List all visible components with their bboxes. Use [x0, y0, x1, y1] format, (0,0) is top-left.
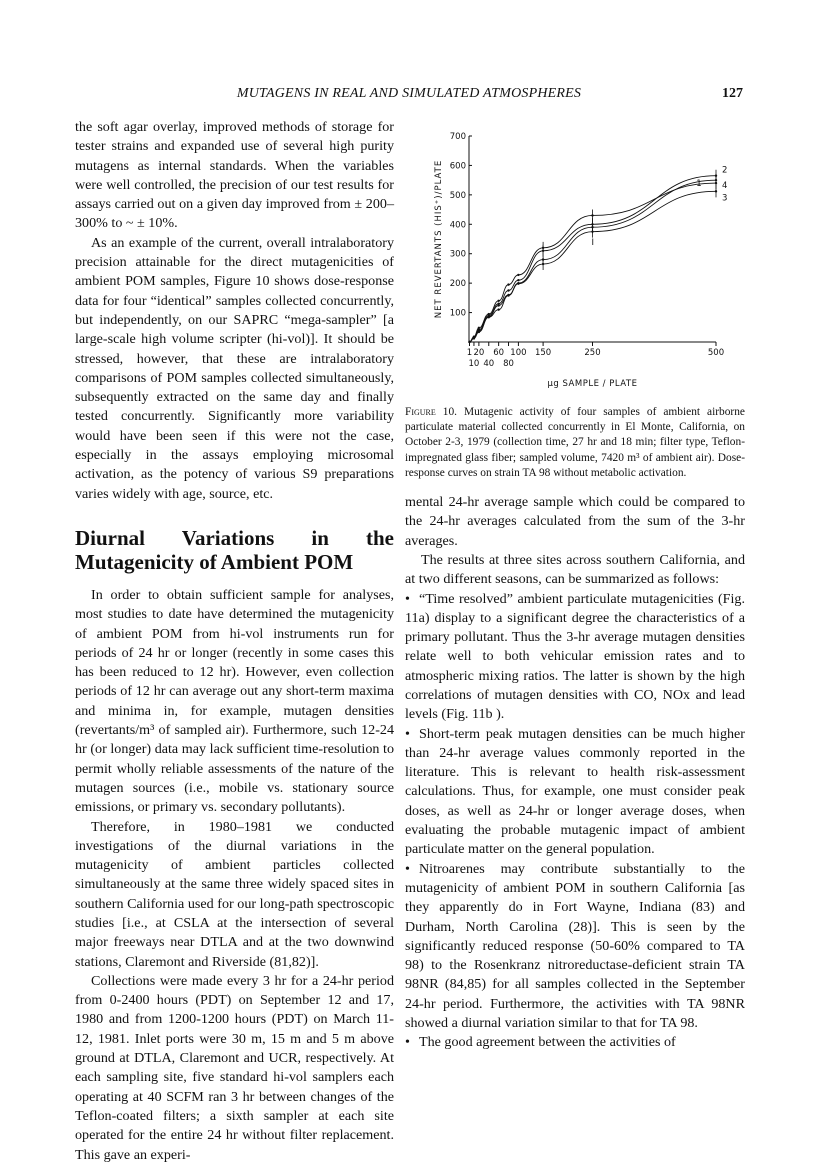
x-tick-label: 40: [483, 359, 495, 369]
x-tick-label: 20: [473, 348, 485, 358]
series-line-1: [469, 183, 716, 342]
paragraph: mental 24-hr average sample which could be compared to the 24-hr averages calculated from the sum of the 3-hr averages.: [405, 494, 745, 549]
page-number: 127: [722, 86, 743, 101]
right-column-wrapper: [405, 405, 745, 1053]
x-tick-label: 250: [584, 348, 601, 358]
data-point: [488, 316, 490, 318]
y-tick-label: 300: [449, 249, 466, 260]
figure-label: Figure 10.: [405, 406, 457, 418]
bullet-icon: •: [405, 725, 410, 742]
bullet-item: [405, 860, 745, 1034]
series-label: 4: [722, 181, 728, 192]
paragraph: The results at three sites across southern California, and at two different seasons, can be summarized as follows:: [405, 551, 745, 588]
x-axis-label: µg SAMPLE / PLATE: [547, 379, 638, 389]
y-tick-label: 600: [449, 161, 466, 172]
bullet-text: “Time resolved” ambient particulate mutagenicities (Fig. 11a) display to a significant degree the characteristics of a primary pollutant. Thus the 3-hr average mutagen densities relate well to both vehicular emission rates and to atmospheric mixing ratios. The latter is shown by the high correlations of mutagen densities with CO, NOx and lead levels (Fig. 11b ).: [405, 590, 745, 723]
data-point: [473, 337, 475, 339]
series-label: 1: [696, 179, 702, 190]
bullet-item: [405, 725, 745, 860]
caption-text: Mutagenic activity of four samples of ambient airborne particulate material collected concurrently in El Monte, California, on October 2-3, 1979 (collection time, 27 hr and 18 min; filter type, Teflon-impregnated glass fiber; sampled volume, 7420 m³ of ambient air). Dose-response curves on strain TA 98 without metabolic activation.: [405, 406, 745, 479]
bullet-text: Nitroarenes may contribute substantially to the mutagenicity of ambient POM in southern California [as they apparently do in Fort Wayne, Indiana (83) and Durham, North Carolina (28)]. This is seen by the significantly reduced response (50-60% compared to TA 98) to the Rosenkranz nitroreductase-deficient strain TA 98NR (84,85) for all samples collected in the September 24-hr period. Furthermore, the activities with TA 98NR showed a diurnal variation similar to that for TA 98.: [405, 860, 745, 1032]
bullet-icon: •: [405, 590, 410, 607]
x-tick-label: 500: [707, 348, 725, 358]
data-point: [517, 283, 519, 285]
x-tick-label: 10: [468, 359, 480, 369]
y-axis-label: NET REVERTANTS (HIS⁺)/PLATE: [434, 159, 444, 319]
paragraph: As an example of the current, overall intralaboratory precision attainable for the direct mutagenicities of ambient POM samples, Figure 10 shows dose-response data for four “identical” samples collected concurrently, but independently, on our SAPRC “mega-sampler” [a large-scale high volume scripter (hi-vol)]. It should be stressed, however, that these are intralaboratory comparisons of POM samples collected simultaneously, subsequently extracted on the same day and finally tested concurrently. Significantly more variability would have been seen if this were not the case, especially in the assays employing microsomal activation, as the potency of various S9 preparations varies widely with age, source, etc.: [75, 234, 394, 502]
data-point: [517, 279, 519, 281]
data-point: [517, 274, 519, 276]
figure-10-chart: [420, 100, 750, 400]
data-point: [478, 331, 480, 333]
series-label: 3: [722, 193, 728, 204]
annotation: I: [591, 237, 595, 248]
y-tick-label: 200: [449, 279, 466, 290]
data-point: [497, 300, 499, 302]
x-tick-label: 80: [503, 359, 514, 369]
bullet-text: Short-term peak mutagen densities can be much higher than 24-hr average values commonly reported in the literature. This is relevant to health risk-assessment calculations. Thus, for example, one must consider peak doses, as well as 24-hr or longer average doses, when evaluating the probable mutagenic impact of ambient particulate matter on the general population.: [405, 725, 745, 858]
data-point: [468, 341, 470, 343]
figure-caption: [405, 405, 745, 481]
y-tick-label: 500: [449, 190, 466, 201]
data-point: [497, 308, 499, 310]
bullet-icon: •: [405, 860, 410, 877]
y-tick-label: 100: [449, 308, 466, 319]
data-point: [507, 283, 509, 285]
bullet-item: [405, 1033, 745, 1052]
paragraph: Collections were made every 3 hr for a 24-hr period from 0-2400 hours (PDT) on September 12 and 17, 1980 and from 1200-1200 hours (PDT) on March 11-12, 1981. Inlet ports were 30 m, 15 m and 5 m above ground at DTLA, Claremont and UCR, respectively. At each sampling site, five standard hi-vol samplers each operating at 40 SCFM ran 3 hr between changes of the Teflon-coated filters; a sixth sampler at each site operated for the entire 24 hr without filter replacement. This gave an experi-: [75, 972, 394, 1163]
bullet-item: [405, 590, 745, 725]
x-tick-label: 1: [466, 348, 473, 358]
paragraph: Therefore, in 1980–1981 we conducted investigations of the diurnal variations in the mutagenicity of ambient particles collected simultaneously at the same three widely spaced sites in southern California used for our long-path spectroscopic studies [i.e., at CSLA at the intersection of several major freeways near DTLA and at the two downwind stations, Claremont and Riverside (81,82)].: [75, 818, 394, 970]
paragraph: the soft agar overlay, improved methods of storage for tester strains and expanded use of several high purity mutagens as internal standards. When the variables were well controlled, the precision of our test results for assays carried out on a given day improved from ± 200–300% to ~ ± 10%.: [75, 119, 394, 232]
data-point: [507, 289, 509, 291]
series-label: 2: [722, 165, 728, 176]
x-tick-label: 100: [510, 348, 527, 358]
left-column: [75, 118, 394, 1165]
bullet-text: The good agreement between the activities of: [419, 1034, 676, 1051]
data-point: [507, 294, 509, 296]
running-title: MUTAGENS IN REAL AND SIMULATED ATMOSPHERES: [236, 86, 582, 101]
x-tick-label: 150: [534, 348, 552, 358]
right-column: [405, 493, 745, 1053]
section-heading: Diurnal Variations in the Mutagenicity of Ambient POM: [75, 525, 394, 574]
bullet-icon: •: [405, 1034, 410, 1051]
data-point: [497, 304, 499, 306]
x-tick-label: 60: [493, 348, 505, 358]
series-line-2: [469, 176, 716, 342]
y-tick-label: 400: [449, 220, 466, 231]
y-tick-label: 700: [449, 132, 466, 142]
series-line-4: [469, 180, 716, 342]
paragraph: In order to obtain sufficient sample for analyses, most studies to date have determined the mutagenicity of ambient POM from hi-vol instruments run for periods of 24 hr or longer (recently in some cases this has been reduced to 12 hr). However, even collection periods of 12 hr can average out any short-term maxima and minima in, for example, mutagen densities (revertants/m³ of sampled air). Furthermore, such 12-24 hr (or longer) data may lack sufficient time-resolution to permit wholly reliable assessments of the nature of the mutagen sources (i.e., mobile vs. stationary source emissions, or primary vs. secondary pollutants).: [75, 586, 394, 816]
